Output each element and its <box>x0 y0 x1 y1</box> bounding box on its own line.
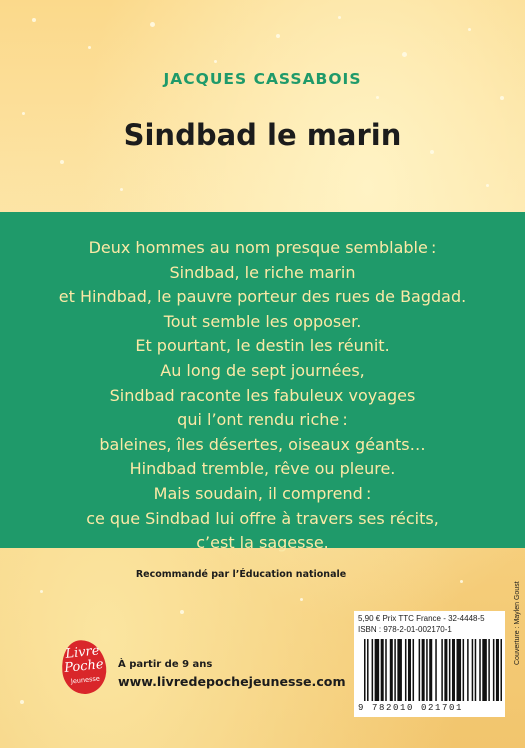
barcode-bar <box>390 639 393 701</box>
blurb-line: Et pourtant, le destin les réunit. <box>135 336 390 356</box>
barcode-bar <box>372 639 374 701</box>
barcode-bar <box>381 639 384 701</box>
barcode-bar <box>482 639 487 701</box>
barcode-bar <box>405 639 407 701</box>
barcode-bar <box>408 639 411 701</box>
barcode-bar <box>429 639 432 701</box>
barcode-panel <box>354 611 505 717</box>
blurb-line: Sindbad raconte les fabuleux voyages <box>109 385 416 405</box>
barcode-bar <box>488 639 490 701</box>
barcode-bar <box>500 639 502 701</box>
blurb-text <box>0 236 525 556</box>
logo-text-line: Jeunesse <box>70 674 101 686</box>
blurb-line: Au long de sept journées, <box>160 360 365 380</box>
publisher-logo <box>59 638 108 696</box>
logo-text-line: Poche <box>63 656 105 677</box>
barcode-bars <box>364 639 502 701</box>
barcode-bar <box>463 639 465 701</box>
recommendation-note: Recommandé par l’Éducation nationale <box>135 569 347 580</box>
age-recommendation: À partir de 9 ans <box>118 659 213 670</box>
logo-text-line: Livre <box>64 643 101 662</box>
blurb-line: Hindbad tremble, rêve ou pleure. <box>129 459 396 479</box>
blurb-line: Mais soudain, il comprend : <box>153 483 372 503</box>
blurb-line: qui l’ont rendu riche : <box>177 410 348 430</box>
barcode-bar <box>413 639 415 701</box>
cover-credit: Couverture : Maylen Goust <box>514 581 521 665</box>
barcode-bar <box>422 639 425 701</box>
blurb-line: Tout semble les opposer. <box>163 311 362 331</box>
barcode-bar <box>441 639 443 701</box>
blurb-line: Sindbad, le riche marin <box>169 262 356 282</box>
ean-number: 9 782010 021701 <box>358 703 464 713</box>
barcode-bar <box>444 639 447 701</box>
author-name: JACQUES CASSABOIS <box>163 70 362 88</box>
isbn-line: ISBN : 978-2-01-002170-1 <box>358 625 452 634</box>
barcode-bar <box>449 639 451 701</box>
blurb-line: c’est la sagesse. <box>196 533 329 553</box>
blurb-band <box>0 212 525 553</box>
barcode-bar <box>385 639 387 701</box>
barcode-bar <box>452 639 455 701</box>
barcode-bar <box>364 639 366 701</box>
barcode-bar <box>467 639 469 701</box>
barcode-bar <box>479 639 481 701</box>
price-line: 5,90 € Prix TTC France - 32-4448-5 <box>358 614 485 623</box>
blurb-line: baleines, îles désertes, oiseaux géants… <box>99 434 426 454</box>
barcode-bar <box>375 639 380 701</box>
barcode-bar <box>394 639 396 701</box>
barcode-bar <box>367 639 369 701</box>
barcode-bar <box>397 639 402 701</box>
barcode-bar <box>472 639 474 701</box>
website-link[interactable]: www.livredepochejeunesse.com <box>118 674 346 689</box>
book-title: Sindbad le marin <box>123 118 402 152</box>
blurb-line: ce que Sindbad lui offre à travers ses récits, <box>86 508 439 528</box>
barcode-bar <box>419 639 421 701</box>
barcode-bar <box>475 639 477 701</box>
barcode-bar <box>496 639 499 701</box>
barcode-bar <box>426 639 428 701</box>
blurb-line: et Hindbad, le pauvre porteur des rues de Bagdad. <box>58 287 467 307</box>
barcode-bar <box>457 639 462 701</box>
barcode-bar <box>493 639 495 701</box>
blurb-line: Deux hommes au nom presque semblable : <box>88 238 437 257</box>
barcode-bar <box>435 639 437 701</box>
